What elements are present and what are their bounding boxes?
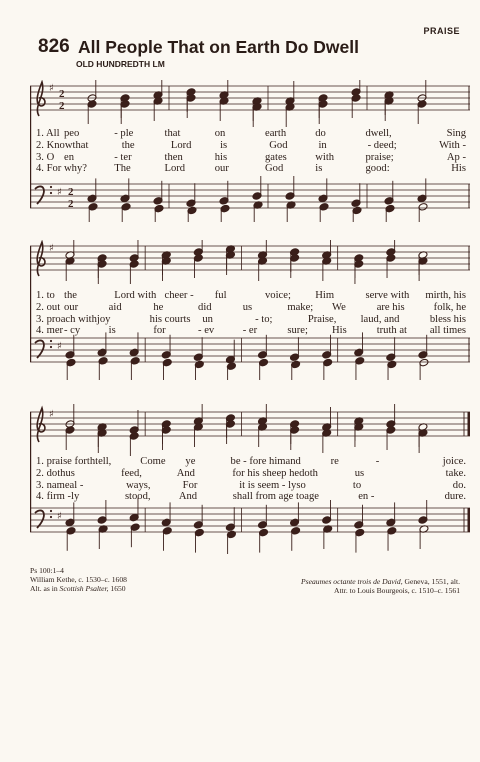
lyric-syllable: His [332, 325, 347, 337]
lyric-syllable: our [64, 301, 79, 313]
lyric-syllable: take. [445, 467, 466, 479]
lyric-line-verse-2 [36, 468, 466, 480]
lyric-syllable: aid [108, 301, 122, 313]
bass-clef-dot [50, 346, 52, 348]
lyric-line-verse-3 [36, 480, 466, 492]
lyric-syllable: voice; [265, 290, 291, 301]
lyric-syllable: did [198, 301, 212, 313]
bass-clef-dot [50, 186, 52, 188]
lyric-syllable: the [64, 290, 77, 301]
sharp-icon: ♯ [57, 511, 62, 522]
treble-clef-icon [37, 408, 45, 442]
lyric-syllable: age [304, 491, 319, 503]
lyric-syllable: - [375, 456, 380, 467]
lyric-syllable: 3. O [36, 151, 55, 163]
lyric-syllable: do [315, 128, 326, 139]
lyric-syllable: is [315, 163, 323, 175]
lyric-syllable: that [72, 139, 89, 151]
bass-clef-dot [50, 510, 52, 512]
lyric-syllable: The [114, 163, 131, 175]
lyric-syllable: - cy [64, 325, 81, 337]
time-signature-top: 2 [59, 88, 65, 100]
lyric-syllable: Lord [164, 163, 186, 175]
lyric-syllable: For [182, 479, 198, 491]
lyrics-block-1 [36, 128, 466, 175]
lyric-syllable: in [318, 139, 327, 151]
lyric-syllable: doth [299, 467, 318, 479]
lyrics-block-3 [36, 456, 466, 503]
lyric-syllable: us [242, 301, 253, 313]
lyric-syllable: make; [287, 301, 314, 313]
lyric-syllable: re [330, 456, 339, 467]
lyric-syllable: us [65, 467, 75, 479]
alteration-source: Scottish Psalter, [59, 584, 109, 593]
lyric-syllable: al - [69, 479, 84, 491]
lyric-syllable: with [315, 151, 335, 163]
lyric-syllable: on [214, 128, 226, 139]
lyric-syllable: joy [96, 313, 111, 325]
bass-clef-icon [35, 510, 44, 528]
lyric-syllable: 1. to [36, 290, 55, 301]
lyric-syllable: - ev [198, 325, 215, 337]
lyric-syllable: mirth, his [425, 290, 466, 301]
lyric-line-verse-3 [36, 314, 466, 326]
lyric-syllable: 2. out [36, 301, 61, 313]
lyric-syllable: en [64, 151, 74, 163]
lyric-syllable: gates [265, 151, 287, 163]
lyric-syllable: us [354, 467, 365, 479]
lyric-syllable: God [265, 163, 284, 175]
lyric-syllable: then [164, 151, 183, 163]
lyric-syllable: it is seem - ly [239, 479, 297, 491]
lyric-syllable: the [121, 139, 135, 151]
lyric-line-verse-2 [36, 140, 466, 152]
lyric-syllable: 1. All [36, 128, 60, 139]
lyric-syllable: 2. Know [36, 139, 73, 151]
hymn-number: 826 [38, 36, 70, 57]
lyric-syllable: our [214, 163, 229, 175]
lyric-syllable: is [108, 325, 116, 337]
alteration-year: 1650 [110, 584, 126, 593]
lyric-syllable: good: [365, 163, 390, 175]
lyric-syllable: We [332, 301, 346, 313]
lyric-syllable: 3. name [36, 479, 70, 491]
lyric-line-verse-4 [36, 163, 466, 175]
bass-clef-dot [50, 340, 52, 342]
lyric-syllable: why? [64, 163, 87, 175]
lyric-line-verse-2 [36, 302, 466, 314]
sharp-icon: ♯ [49, 83, 54, 94]
lyric-syllable: His [451, 163, 466, 175]
lyric-syllable: and [285, 456, 301, 467]
lyrics-block-2 [36, 290, 466, 337]
lyric-line-verse-1 [36, 128, 466, 140]
lyric-syllable: 3. proach with [36, 313, 97, 325]
tune-credits [301, 577, 460, 595]
tune-source: Pseaumes octante trois de David, [301, 577, 403, 586]
bass-clef-dot [50, 192, 52, 194]
sharp-icon: ♯ [57, 187, 62, 198]
lyric-syllable: - ter [114, 151, 132, 163]
lyric-syllable: ful [214, 290, 227, 301]
lyric-syllable: that [164, 128, 181, 139]
lyric-syllable: be - fore him [230, 456, 286, 467]
alteration-prefix: Alt. as in [30, 584, 58, 593]
lyric-syllable: laud, and [360, 313, 400, 325]
tune-source-rest: Geneva, 1551, alt. [404, 577, 460, 586]
lyric-syllable: - to; [255, 313, 273, 325]
section-heading: PRAISE [423, 26, 460, 36]
lyric-syllable: his courts [149, 313, 191, 325]
lyric-syllable: he [153, 301, 164, 313]
lyric-syllable: Lord with [114, 290, 157, 301]
lyric-syllable: for his sheep he [232, 467, 300, 479]
bass-clef-icon [35, 186, 44, 204]
bass-clef-dot [50, 516, 52, 518]
lyric-syllable: folk, he [433, 301, 467, 313]
lyric-syllable: dwell, [365, 128, 392, 139]
lyric-syllable: Praise, [307, 313, 337, 325]
lyric-syllable: sure; [287, 325, 308, 337]
lyric-syllable: ye [185, 456, 196, 467]
treble-clef-icon [37, 82, 45, 116]
lyric-syllable: ways, [126, 479, 151, 491]
sharp-icon: ♯ [57, 341, 62, 352]
lyric-syllable: And [178, 491, 198, 503]
lyric-syllable: Him [315, 290, 335, 301]
lyric-syllable: dure. [444, 491, 467, 503]
lyric-syllable: 4. firm - [36, 491, 72, 503]
tune-name: OLD HUNDREDTH LM [76, 59, 165, 69]
lyric-line-verse-3 [36, 152, 466, 164]
lyric-syllable: stood, [124, 491, 151, 503]
sharp-icon: ♯ [49, 243, 54, 254]
lyric-syllable: bless his [429, 313, 467, 325]
lyric-syllable: praise; [365, 151, 394, 163]
lyric-syllable: peo [64, 128, 80, 139]
lyric-syllable: - deed; [367, 139, 397, 151]
alteration-note [30, 584, 127, 593]
lyric-syllable: 2. doth [36, 467, 66, 479]
lyric-syllable: to [352, 479, 362, 491]
lyric-syllable: shall from age to [232, 491, 305, 503]
lyric-syllable: tell, [95, 456, 112, 467]
lyric-line-verse-1 [36, 456, 466, 468]
text-credits [30, 566, 127, 593]
hymn-title: All People That on Earth Do Dwell [78, 37, 359, 57]
lyric-syllable: so [296, 479, 306, 491]
lyric-syllable: Come [140, 456, 166, 467]
lyric-syllable: his [214, 151, 228, 163]
lyric-syllable: Lord [170, 139, 192, 151]
lyric-syllable: en - [358, 491, 375, 503]
tune-attribution: Attr. to Louis Bourgeois, c. 1510–c. 1561 [334, 586, 460, 595]
lyric-syllable: 1. praise forth [36, 456, 96, 467]
time-signature-top: 2 [68, 186, 74, 198]
lyric-syllable: cheer - [164, 290, 194, 301]
lyric-line-verse-4 [36, 325, 466, 337]
lyric-syllable: And [176, 467, 195, 479]
lyric-syllable: God [269, 139, 288, 151]
lyric-syllable: feed, [121, 467, 142, 479]
lyric-syllable: joice. [442, 456, 467, 467]
lyric-syllable: un [202, 313, 213, 325]
lyric-syllable: - er [242, 325, 258, 337]
lyric-syllable: ly [71, 491, 80, 503]
lyric-line-verse-4 [36, 491, 466, 503]
lyric-syllable: serve with [365, 290, 410, 301]
lyric-syllable: Ap - [446, 151, 466, 163]
time-signature-bottom: 2 [68, 198, 74, 210]
lyric-syllable: truth at [376, 325, 408, 337]
tune-source-line [301, 577, 460, 586]
lyric-syllable: 4. mer [36, 325, 64, 337]
lyric-syllable: are his [376, 301, 405, 313]
lyric-syllable: all times [429, 325, 467, 337]
lyric-syllable: earth [265, 128, 287, 139]
treble-clef-icon [37, 242, 45, 276]
lyric-syllable: With - [439, 139, 466, 151]
scripture-reference: Ps 100:1–4 [30, 566, 64, 575]
bass-clef-icon [35, 340, 44, 358]
lyric-syllable: is [220, 139, 228, 151]
lyric-line-verse-1 [36, 290, 466, 302]
lyric-syllable: 4. For [36, 163, 62, 175]
text-author: William Kethe, c. 1530–c. 1608 [30, 575, 127, 584]
lyric-syllable: for [153, 325, 166, 337]
time-signature-bottom: 2 [59, 100, 65, 112]
sharp-icon: ♯ [49, 409, 54, 420]
lyric-syllable: do. [452, 479, 467, 491]
lyric-syllable: Sing [446, 128, 466, 139]
lyric-syllable: - ple [114, 128, 134, 139]
